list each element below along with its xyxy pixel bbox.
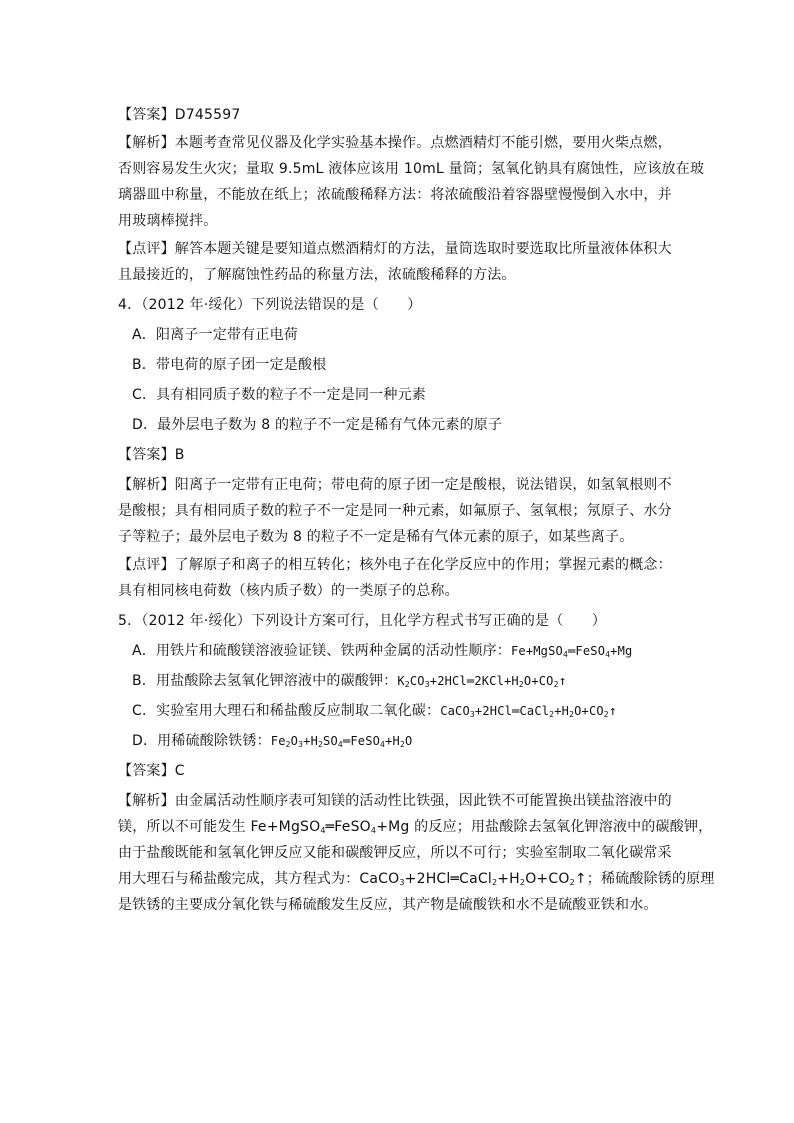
question-5-option-c: C．实验室用大理石和稀盐酸反应制取二氧化碳：$CaCO_3+2HCl═CaCl_2+H_2O+CO_2↑$ (132, 703, 617, 719)
answer-line-5: 【答案】C (118, 763, 185, 779)
question-5-option-b: B．用盐酸除去氢氧化钾溶液中的碳酸钾：$K_2CO_3+2HCl═2KCl+H_2O+CO_2↑$ (132, 673, 567, 689)
analysis-3-line-4: 用玻璃棒搅拌。 (118, 213, 218, 229)
equation-d: $Fe_2O_3+H_2SO_4═FeSO_4+H_2O$ (270, 734, 413, 749)
comment-3-line-2: 且最接近的，了解腐蚀性药品的称量方法，浓硫酸稀释的方法。 (118, 267, 516, 283)
question-5-option-a: A．用铁片和硫酸镁溶液验证镁、铁两种金属的活动性顺序：Fe+MgSO$_4$═FeSO$_4$+Mg (132, 643, 633, 659)
equation-b: $K_2CO_3+2HCl═2KCl+H_2O+CO_2↑$ (397, 674, 567, 689)
analysis-4-line-1: 【解析】阳离子一定带有正电荷；带电荷的原子团一定是酸根，说法错误，如氢氧根则不 (118, 477, 672, 493)
answer-line-3 (118, 106, 678, 124)
question-5-stem: 5．（2012 年·绥化）下列设计方案可行，且化学方程式书写正确的是（ ） (118, 613, 607, 629)
analysis-5-line-4: 用大理石与稀盐酸完成，其方程式为：$CaCO_3+2HCl═CaCl_2+H_2O+CO_2↑$；稀硫酸除锈的原理 (118, 871, 715, 887)
analysis-3-line-1: 【解析】本题考查常见仪器及化学实验基本操作。点燃酒精灯不能引燃，要用火柴点燃， (118, 135, 672, 151)
analysis-5-line-1: 【解析】由金属活动性顺序表可知镁的活动性比铁强，因此铁不可能置换出镁盐溶液中的 (118, 793, 672, 809)
analysis-4-line-3: 子等粒子；最外层电子数为 8 的粒子不一定是稀有气体元素的原子，如某些离子。 (118, 529, 634, 545)
question-4-option-b: B．带电荷的原子团一定是酸根 (132, 357, 327, 373)
question-4-option-a: A．阳离子一定带有正电荷 (132, 327, 298, 343)
question-4-option-d: D．最外层电子数为 8 的粒子不一定是稀有气体元素的原子 (132, 417, 503, 433)
comment-4-line-1: 【点评】了解原子和离子的相互转化；核外电子在化学反应中的作用；掌握元素的概念： (118, 557, 672, 573)
question-4-stem: 4．（2012 年·绥化）下列说法错误的是（ ） (118, 297, 422, 313)
comment-3-line-1: 【点评】解答本题关键是要知道点燃酒精灯的方法，量筒选取时要选取比所量液体体积大 (118, 241, 672, 257)
analysis-5-line-2: 镁，所以不可能发生 Fe+MgSO$_4$═FeSO$_4$+Mg 的反应；用盐酸除去氢氧化钾溶液中的碳酸钾， (118, 819, 713, 835)
analysis-5-line-3: 由于盐酸既能和氢氧化钾反应又能和碳酸钾反应，所以不可行；实验室制取二氧化碳常采 (118, 845, 672, 861)
answer-3-text: 【答案】D745597 (118, 107, 241, 123)
comment-4-line-2: 具有相同核电荷数（核内质子数）的一类原子的总称。 (118, 583, 459, 599)
answer-line-4: 【答案】B (118, 447, 185, 463)
analysis-5-line-5: 是铁锈的主要成分氧化铁与稀硫酸发生反应，其产物是硫酸铁和水不是硫酸亚铁和水。 (118, 897, 658, 913)
analysis-3-line-3: 璃器皿中称量，不能放在纸上；浓硫酸稀释方法：将浓硫酸沿着容器壁慢慢倒入水中，并 (118, 187, 672, 203)
equation-a: Fe+MgSO$_4$═FeSO$_4$+Mg (510, 644, 633, 659)
equation-c: $CaCO_3+2HCl═CaCl_2+H_2O+CO_2↑$ (440, 704, 617, 719)
analysis-3-line-2: 否则容易发生火灾；量取 9.5mL 液体应该用 10mL 量筒；氢氧化钠具有腐蚀性，应该放在玻 (118, 161, 705, 177)
analysis-4-line-2: 是酸根；具有相同质子数的粒子不一定是同一种元素，如氟原子、氢氧根；氖原子、水分 (118, 503, 672, 519)
question-4-option-c: C．具有相同质子数的粒子不一定是同一种元素 (132, 387, 426, 403)
question-5-option-d: D．用稀硫酸除铁锈：$Fe_2O_3+H_2SO_4═FeSO_4+H_2O$ (132, 733, 413, 749)
